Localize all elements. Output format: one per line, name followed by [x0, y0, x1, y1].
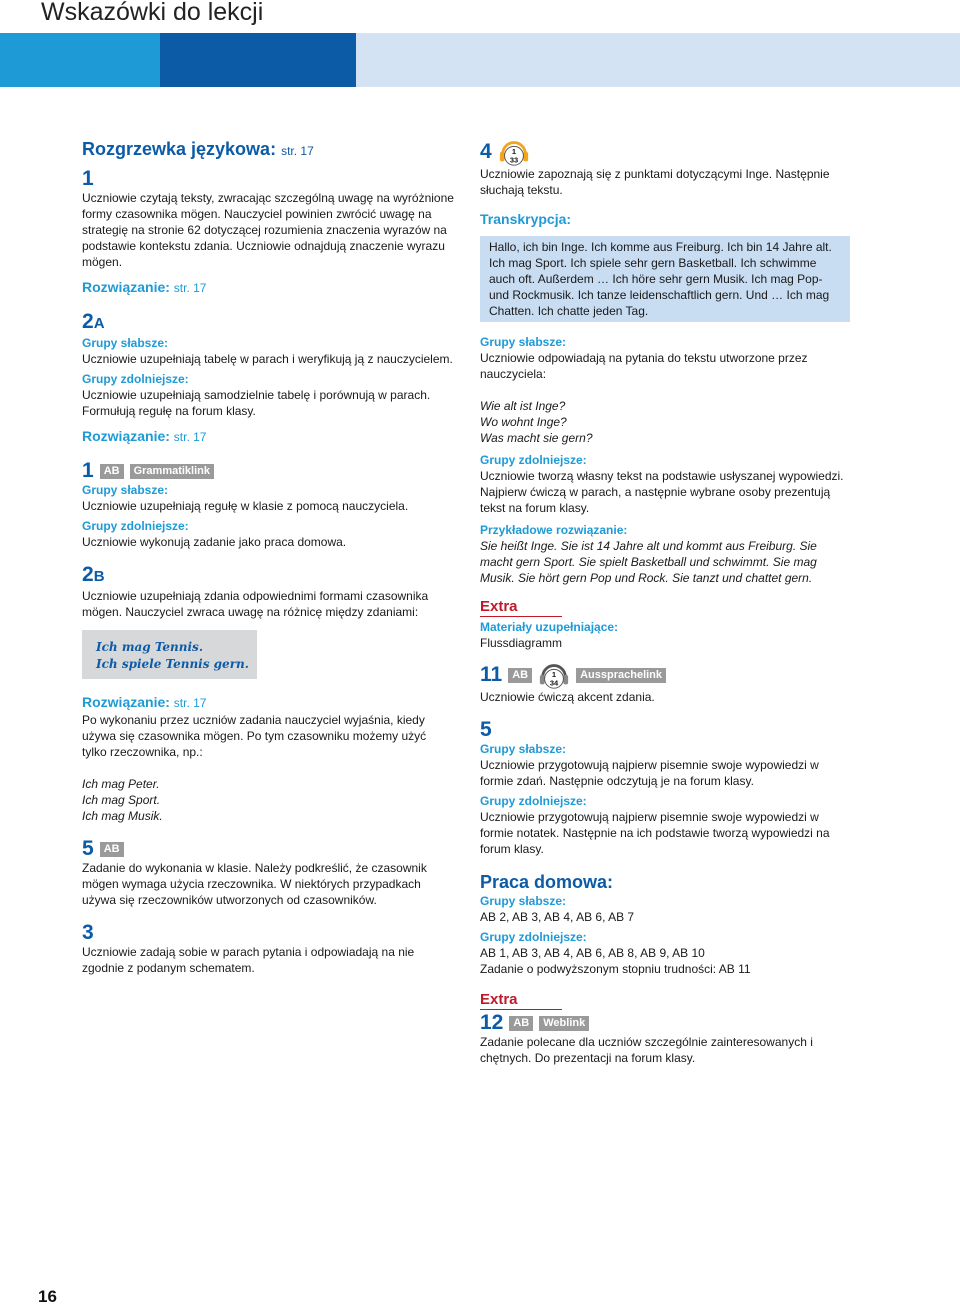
aussprachelink-badge: Aussprachelink — [576, 668, 666, 683]
exercise-2a-weak-text: Uczniowie uzupełniają tabelę w parach i weryfikują ją z nauczycielem. — [82, 352, 453, 366]
headphones-icon — [498, 138, 530, 166]
exercise-11-number — [480, 661, 852, 689]
exercise-1ab-weak-heading: Grupy słabsze: — [82, 483, 169, 497]
weblink-badge: Weblink — [539, 1016, 589, 1031]
warmup-title: Rozgrzewka językowa: — [82, 139, 277, 159]
solution-2 — [82, 427, 454, 446]
exercise-1-num: 1 — [82, 167, 94, 190]
grammatiklink-badge: Grammatiklink — [130, 464, 214, 479]
exercise-3-text: Uczniowie zadają sobie w parach pytania i odpowiadają na nie zgodnie z podanym schematem. — [82, 945, 415, 975]
homework-strong-heading: Grupy zdolniejsze: — [480, 930, 587, 944]
transcript-heading: Transkrypcja: — [480, 211, 572, 227]
transcript-text: Hallo, ich bin Inge. Ich komme aus Freiburg. Ich bin 14 Jahre alt. Ich mag Sport. Ich spiele sehr gern Basketball. Ich schwimme auch oft. Außerdem … Ich höre sehr gern Musik. Ich mag Pop- und Rockmusik. Ich tanze leidenschaftlich gern. Und … Ich mag Chatten. Ich chatte jeden Tag. — [489, 240, 832, 318]
exercise-5-number — [480, 719, 852, 741]
solution-1-page: str. 17 — [173, 281, 207, 295]
example-box — [82, 630, 257, 679]
solution-3 — [82, 693, 454, 712]
homework-weak-text: AB 2, AB 3, AB 4, AB 6, AB 7 — [480, 910, 635, 924]
homework-strong-text-2: Zadanie o podwyższonym stopniu trudności: AB 11 — [480, 962, 751, 976]
exercise-5ab-text: Zadanie do wykonania w klasie. Należy podkreślić, że czasownik mögen wymaga użycia rzeczownika. W niektórych przypadkach używa się rzeczowników utworzonych od czasowników. — [82, 861, 427, 907]
ab-badge: AB — [509, 1016, 533, 1031]
track-bottom-2: 34 — [549, 678, 559, 688]
exercise-2a-number — [82, 311, 454, 335]
exercise-12-num: 12 — [480, 1011, 504, 1034]
exercise-1ab-weak-text: Uczniowie uzupełniają regułę w klasie z pomocą nauczyciela. — [82, 499, 409, 513]
exercise-5-weak-heading: Grupy słabsze: — [480, 742, 567, 756]
sample-solution-text: Sie heißt Inge. Sie ist 14 Jahre alt und kommt aus Freiburg. Sie macht gern Sport. Sie spielt Basketball und schwimmt. Sie mag Musik. Sie hört gern Pop und Rock. Sie tanzt und chattet gern. — [480, 539, 817, 585]
exercise-2a-weak-heading: Grupy słabsze: — [82, 336, 169, 350]
example-line-1: Ich mag Tennis. — [96, 640, 203, 654]
homework-weak-heading: Grupy słabsze: — [480, 894, 567, 908]
solution-1-label: Rozwiązanie: — [82, 279, 170, 295]
example-sentence-1: Ich mag Peter. — [82, 777, 160, 791]
solution-3-text: Po wykonaniu przez uczniów zadania nauczyciel wyjaśnia, kiedy używa się czasownika mögen. Po tym czasowniku możemy użyć tylko rzeczownika, np.: — [82, 713, 427, 759]
exercise-2b-num: 2 — [82, 563, 94, 586]
exercise-1ab-strong-text: Uczniowie wykonują zadanie jako praca domowa. — [82, 535, 347, 549]
solution-3-label: Rozwiązanie: — [82, 694, 170, 710]
exercise-2b-suffix: B — [93, 568, 105, 585]
solution-3-page: str. 17 — [173, 696, 207, 710]
solution-2-label: Rozwiązanie: — [82, 428, 170, 444]
exercise-4-weak-heading: Grupy słabsze: — [480, 335, 567, 349]
exercise-5-strong-text: Uczniowie przygotowują najpierw pisemnie swoje wypowiedzi w formie notatek. Następnie na ich podstawie tworzą wypowiedzi na forum klasy. — [480, 810, 830, 856]
exercise-4-strong-text: Uczniowie tworzą własny tekst na podstawie usłyszanej wypowiedzi. Najpierw ćwiczą w parach, a następnie wybrane osoby prezentują tekst na forum klasy. — [480, 469, 844, 515]
exercise-1-number — [82, 168, 454, 190]
question-1: Wie alt ist Inge? — [480, 399, 566, 413]
exercise-1ab-num: 1 — [82, 459, 94, 482]
headphones-svg — [498, 137, 530, 167]
left-column — [82, 138, 454, 976]
example-line-2: Ich spiele Tennis gern. — [96, 657, 249, 671]
exercise-1ab-number — [82, 460, 454, 482]
exercise-4-strong-heading: Grupy zdolniejsze: — [480, 453, 587, 467]
homework-title: Praca domowa: — [480, 872, 614, 892]
solution-2-page: str. 17 — [173, 430, 207, 444]
track-top-2: 1 — [552, 669, 557, 679]
header-band-pale — [356, 33, 960, 87]
header-band-light — [0, 33, 160, 87]
warmup-page: str. 17 — [281, 144, 314, 158]
exercise-5ab-number — [82, 838, 454, 860]
example-sentence-2: Ich mag Sport. — [82, 793, 161, 807]
right-column — [480, 138, 852, 1066]
transcript-box — [480, 236, 850, 322]
exercise-1-text: Uczniowie czytają teksty, zwracając szczególną uwagę na wyróżnione formy czasownika mögen. Nauczyciel powinien zwrócić uwagę na strategię na stronie 62 dotyczącej rozumienia znaczenia wyrazów na podstawie kontekstu zdania. Uczniowie odnajdują znaczenie wyrazu mögen. — [82, 191, 454, 269]
exercise-1ab-strong-heading: Grupy zdolniejsze: — [82, 519, 189, 533]
exercise-11-text: Uczniowie ćwiczą akcent zdania. — [480, 690, 655, 704]
track-bottom: 33 — [509, 155, 518, 165]
question-3: Was macht sie gern? — [480, 431, 593, 445]
exercise-2b-text: Uczniowie uzupełniają zdania odpowiednimi formami czasownika mögen. Nauczyciel zwraca uwagę na różnicę między zdaniami: — [82, 589, 429, 619]
extra-heading-1: Extra — [480, 598, 562, 617]
solution-1 — [82, 278, 454, 297]
example-sentence-3: Ich mag Musik. — [82, 809, 163, 823]
ab-badge: AB — [100, 842, 124, 857]
exercise-4-number — [480, 138, 852, 166]
exercise-2a-suffix: A — [93, 315, 105, 332]
exercise-3-num: 3 — [82, 921, 94, 944]
exercise-12-number — [480, 1012, 852, 1034]
exercise-3-number — [82, 922, 454, 944]
materials-heading: Materiały uzupełniające: — [480, 620, 619, 634]
homework-strong-text: AB 1, AB 3, AB 4, AB 6, AB 8, AB 9, AB 10 — [480, 946, 705, 960]
question-2: Wo wohnt Inge? — [480, 415, 567, 429]
page-number: 16 — [38, 1287, 57, 1306]
headphones-svg-2 — [538, 660, 570, 690]
exercise-5-num: 5 — [480, 718, 492, 741]
exercise-5ab-num: 5 — [82, 837, 94, 860]
page-header-title: Wskazówki do lekcji — [41, 0, 264, 26]
warmup-heading — [82, 138, 454, 162]
exercise-4-weak-text: Uczniowie odpowiadają na pytania do tekstu utworzone przez nauczyciela: — [480, 351, 808, 381]
headphones-icon — [538, 661, 570, 689]
ab-badge: AB — [508, 668, 532, 683]
sample-solution-heading: Przykładowe rozwiązanie: — [480, 523, 628, 537]
exercise-5-strong-heading: Grupy zdolniejsze: — [480, 794, 587, 808]
exercise-2a-num: 2 — [82, 310, 94, 333]
exercise-4-num: 4 — [480, 140, 492, 163]
exercise-12-text: Zadanie polecane dla uczniów szczególnie zainteresowanych i chętnych. Do prezentacji na forum klasy. — [480, 1035, 813, 1065]
materials-text: Flussdiagramm — [480, 636, 563, 650]
header-band-dark — [160, 33, 356, 87]
track-top: 1 — [511, 146, 516, 156]
ab-badge: AB — [100, 464, 124, 479]
exercise-11-num: 11 — [480, 663, 503, 686]
exercise-2b-number — [82, 564, 454, 588]
exercise-5-weak-text: Uczniowie przygotowują najpierw pisemnie swoje wypowiedzi w formie zdań. Następnie odczytują je na forum klasy. — [480, 758, 819, 788]
exercise-2a-strong-text: Uczniowie uzupełniają samodzielnie tabelę i porównują w parach. Formułują regułę na forum klasy. — [82, 388, 431, 418]
exercise-4-text: Uczniowie zapoznają się z punktami dotyczącymi Inge. Następnie słuchają tekstu. — [480, 167, 830, 197]
exercise-2a-strong-heading: Grupy zdolniejsze: — [82, 372, 189, 386]
extra-heading-2: Extra — [480, 991, 562, 1010]
